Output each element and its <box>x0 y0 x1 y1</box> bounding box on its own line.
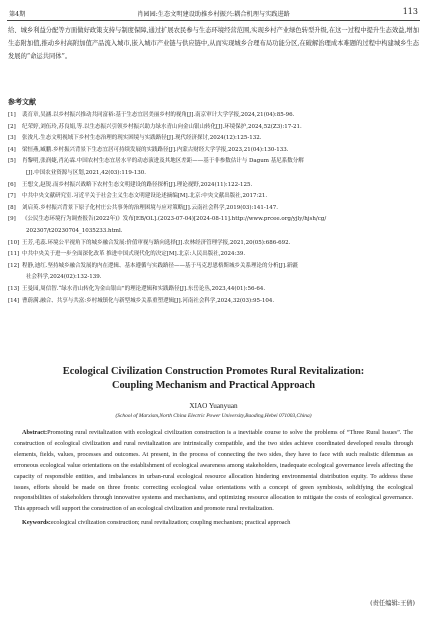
author-affiliation: (School of Marxism,North China Electric Power University,Baoding,Hebei 071003,China) <box>115 413 312 419</box>
reference-number: [6] <box>8 181 16 188</box>
references-list <box>8 110 419 307</box>
reference-item <box>8 296 419 308</box>
reference-number: [8] <box>8 204 16 211</box>
reference-number: [9] <box>8 216 16 223</box>
reference-text: 王想文,赵锐.而乡村振兴战略下农村生态文明建设的路径探析[J].理论视野,2024(11):122-125. <box>22 181 253 188</box>
reference-text: 肖黎明,张润婕,肖沁霖.中国农村生态宜居水平的动态演进及其地区差距——基于非参数估计与 Dagum 基尼系数分解 <box>22 158 304 165</box>
english-abstract-block <box>14 365 413 528</box>
editor-note: (责任编辑:王倩) <box>370 600 415 607</box>
reference-item <box>8 133 419 145</box>
reference-number: [3] <box>8 135 16 142</box>
reference-item <box>8 145 419 157</box>
reference-text-continuation: [J].中国农业资源与区划,2021,42(03):119-130. <box>26 169 146 176</box>
reference-text-continuation: 社会科学,2024(02):132-139. <box>26 274 102 281</box>
reference-number: [1] <box>8 112 16 118</box>
issue-label: 第4期 <box>9 11 26 18</box>
reference-number: [2] <box>8 123 16 130</box>
reference-item <box>8 191 419 203</box>
reference-text: 王曼园,周信智.“绿水青山转化为金山银山”的理论逻辑和实践路径[J].东岳论丛,2023,44(01):56-64. <box>22 285 266 292</box>
reference-number: [13] <box>8 285 20 292</box>
reference-number: [14] <box>8 297 20 304</box>
running-header <box>7 6 420 21</box>
author-name: XIAO Yuanyuan <box>189 402 238 410</box>
reference-text: 纪荣婷,刘伍玲,苏良娟,等.以生态振兴引领乡村振兴助力绿水青山向金山银山转化[J].环境保护,2024,52(Z3):17-21. <box>22 123 302 130</box>
reference-text: 裴育章,吴涵.以乡村振兴推动共同富裕:基于生态宜居美丽乡村的视角[J].南京审计大学学报,2024,21(04):85-96. <box>22 112 295 118</box>
reference-item <box>8 156 419 179</box>
running-title: 肖园园:生态文明建设助推乡村振兴:耦合机理与实践进路 <box>137 11 290 18</box>
reference-text: 《公民生态环境行为调查报告(2022年)》发布[EB/OL].(2023-07-04)[2024-08-11].http://www.prcee.org/yjly/hjsh/cg/ <box>22 216 327 223</box>
body-paragraph: 给、城乡利益分配等方面做好政策支持与制度保障,通过扩展农民参与生态环境经营范围,实现乡村产业绿色转型升级,在这一过程中提升生态效益,增加生态附加值,推动乡村高附加值产品流入城市,嵌入城市产业链与供应链中,从而实现城乡合理布局功能分区,在破解治理成本难题的过程中构建城乡生态发展的“命运共同体”。 <box>8 27 420 60</box>
page-number: 113 <box>402 7 418 16</box>
reference-text: 中共中央关于进一步全面深化改革 推进中国式现代化的决定[M].北京:人民出版社,2024:39. <box>22 251 246 258</box>
english-title <box>14 365 413 393</box>
reference-item <box>8 249 419 261</box>
keywords-label: Keywords: <box>22 519 51 527</box>
reference-text: 梁恒燕,臧鹏.乡村振兴背景下生态宜居可持续发展的实践路径[J].内蒙古财经大学学报,2023,21(04):130-133. <box>22 146 289 153</box>
reference-number: [10] <box>8 239 20 246</box>
references-heading: 参考文献 <box>8 98 36 106</box>
reference-item <box>8 214 419 237</box>
reference-text: 中共中央文献研究室.习近平关于社会主义生态文明建设论述摘编[M].北京:中央文献出版社,2017:21. <box>22 193 268 200</box>
reference-text: 程静,迪红.坚持城乡融合发展的内在逻辑、基本遵循与实践路径——基于马克思恩格斯城乡关系理论的分析[J].新疆 <box>22 262 298 269</box>
abstract-paragraph <box>14 428 413 515</box>
reference-number: [5] <box>8 158 16 165</box>
reference-text: 张浚凡.生态文明视域下乡村生态治理的现实困境与实践路径[J].现代经济探讨,2024(12):125-132. <box>22 135 262 142</box>
keywords-text: ecological civilization construction; rural revitalization; coupling mechanism; practical approach <box>50 519 291 527</box>
abstract-label: Abstract: <box>22 429 48 436</box>
reference-text: 刘启英.乡村振兴背景下原子化村庄公共事务的治理困境与应对策略[J].云南社会科学,2019(03):141-147. <box>22 204 278 211</box>
reference-text-continuation: 202307/t20230704_1035233.html. <box>26 227 123 234</box>
reference-text: 曹蔚满.融合、共享与共富:乡村城镇化与新型城乡关系重塑逻辑[J].河南社会科学,2024,32(03):95-104. <box>22 297 275 304</box>
reference-item <box>8 180 419 192</box>
keywords-paragraph <box>14 517 413 528</box>
reference-number: [7] <box>8 193 16 200</box>
reference-number: [4] <box>8 146 16 153</box>
reference-item <box>8 122 419 134</box>
reference-item <box>8 110 419 122</box>
reference-text: 王芳,毛蕊.环境公平视角下的城乡融合发展:价值审视与路向选择[J].农林经济管理学报,2021,20(05):686-692. <box>22 239 291 246</box>
abstract-text: Promoting rural revitalization with ecological civilization construction is a inevitable course to solve the problems of “Three Rural Issues”. The construction of ecological civilization and rural revitalization are intrinsically compatible, and the two sides achieve coordinated developed results through elements, fields, values, processes and outcomes. At present, in the process of connecting the two sides, they have to face with such realistic dilemmas as erroneous ecological value orientations on the establishment of ecological awareness among stakeholders, inadequate ecological governance levels affecting the capacity of responsible entities, and imbalances in urban-rural ecological resource allocation hindering environmental distribution equity. To address these issues, efforts should be made on three fronts: correcting ecological value orientations with a concept of green symbiosis, solidifying the ecological responsibilities of stakeholders through innovative systems and mechanisms, and optimizing resource allocation to mitigate the costs of ecological governance. This approach will support the construction of an ecological civilization and promote rural revitalization. <box>14 429 413 513</box>
reference-item <box>8 284 419 296</box>
english-title-line-2: Coupling Mechanism and Practical Approach <box>111 380 316 391</box>
reference-number: [12] <box>8 262 20 269</box>
reference-number: [11] <box>8 251 20 258</box>
reference-item <box>8 238 419 250</box>
reference-item <box>8 261 419 284</box>
english-title-line-1: Ecological Civilization Construction Promotes Rural Revitalization: <box>62 366 365 377</box>
reference-item <box>8 203 419 215</box>
